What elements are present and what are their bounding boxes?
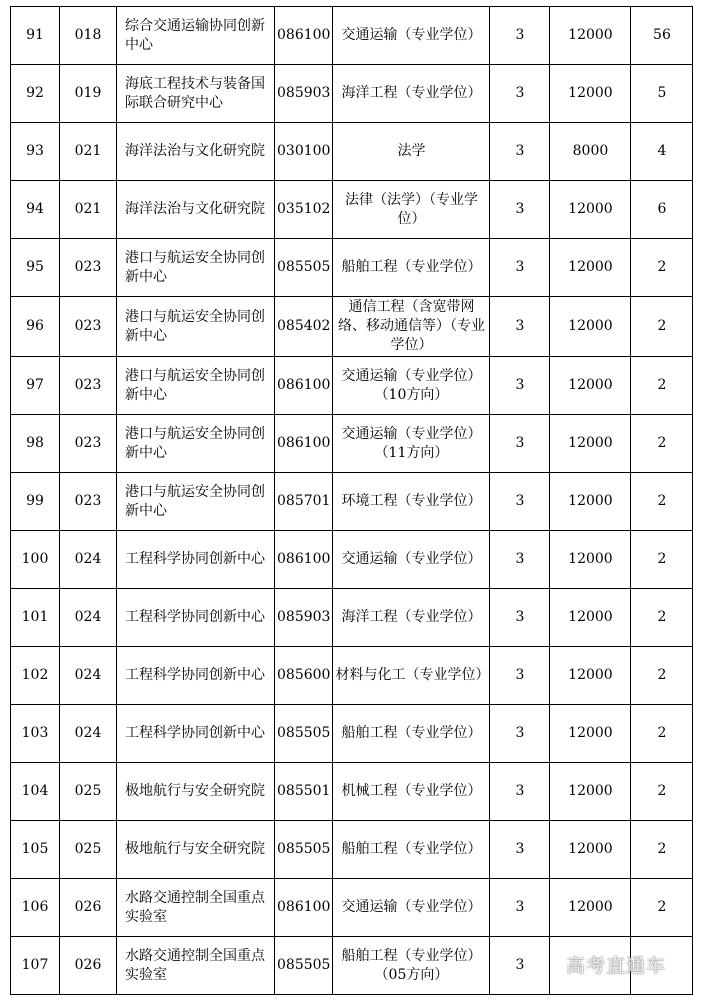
table-row: [11, 297, 693, 357]
tuition-cell: 12000: [550, 879, 631, 937]
table-row: [11, 65, 693, 123]
major-name-cell: 交通运输（专业学位）: [333, 879, 490, 937]
study-years-cell: 3: [490, 415, 550, 473]
institute-name-cell: 水路交通控制全国重点实验室: [117, 937, 275, 995]
enrollment-count-cell: 2: [631, 879, 693, 937]
enrollment-count-cell: 2: [631, 705, 693, 763]
table-row: [11, 239, 693, 297]
watermark: 高考直通车: [566, 955, 667, 977]
table-body: [11, 7, 693, 995]
table-row: [11, 7, 693, 65]
enrollment-count-cell: 2: [631, 531, 693, 589]
tuition-cell: 12000: [550, 647, 631, 705]
row-number-cell: 91: [11, 7, 60, 65]
tuition-cell: 12000: [550, 705, 631, 763]
study-years-cell: 3: [490, 7, 550, 65]
study-years-cell: 3: [490, 821, 550, 879]
table-row: [11, 531, 693, 589]
institute-code-cell: 019: [60, 65, 117, 123]
study-years-cell: 3: [490, 705, 550, 763]
institute-code-cell: 021: [60, 123, 117, 181]
institute-code-cell: 024: [60, 705, 117, 763]
major-name-cell: 法律（法学）（专业学位）: [333, 181, 490, 239]
row-number-cell: 95: [11, 239, 60, 297]
institute-code-cell: 025: [60, 821, 117, 879]
institute-name-cell: 水路交通控制全国重点实验室: [117, 879, 275, 937]
institute-code-cell: 025: [60, 763, 117, 821]
major-name-cell: 船舶工程（专业学位）: [333, 821, 490, 879]
study-years-cell: 3: [490, 589, 550, 647]
major-code-cell: 085402: [275, 297, 333, 357]
table-row: [11, 415, 693, 473]
enrollment-table: [10, 6, 693, 995]
institute-code-cell: 024: [60, 589, 117, 647]
table-row: [11, 589, 693, 647]
table-row: [11, 357, 693, 415]
major-name-cell: 法学: [333, 123, 490, 181]
enrollment-count-cell: 5: [631, 65, 693, 123]
row-number-cell: 107: [11, 937, 60, 995]
enrollment-count-cell: 2: [631, 647, 693, 705]
institute-name-cell: 港口与航运安全协同创新中心: [117, 297, 275, 357]
study-years-cell: 3: [490, 65, 550, 123]
major-name-cell: 机械工程（专业学位）: [333, 763, 490, 821]
enrollment-count-cell: 4: [631, 123, 693, 181]
major-code-cell: 086100: [275, 357, 333, 415]
institute-name-cell: 港口与航运安全协同创新中心: [117, 239, 275, 297]
major-code-cell: 085600: [275, 647, 333, 705]
tuition-cell: 12000: [550, 357, 631, 415]
major-code-cell: 085701: [275, 473, 333, 531]
major-name-cell: 船舶工程（专业学位）（05方向）: [333, 937, 490, 995]
institute-code-cell: 024: [60, 647, 117, 705]
institute-code-cell: 023: [60, 415, 117, 473]
major-name-cell: 海洋工程（专业学位）: [333, 589, 490, 647]
major-name-cell: 材料与化工（专业学位）: [333, 647, 490, 705]
row-number-cell: 100: [11, 531, 60, 589]
study-years-cell: 3: [490, 239, 550, 297]
institute-code-cell: 018: [60, 7, 117, 65]
study-years-cell: 3: [490, 647, 550, 705]
tuition-cell: 12000: [550, 763, 631, 821]
institute-code-cell: 026: [60, 879, 117, 937]
major-name-cell: 通信工程（含宽带网络、移动通信等）（专业学位）: [333, 297, 490, 357]
institute-name-cell: 海洋法治与文化研究院: [117, 123, 275, 181]
major-name-cell: 交通运输（专业学位）（10方向）: [333, 357, 490, 415]
study-years-cell: 3: [490, 531, 550, 589]
tuition-cell: 12000: [550, 821, 631, 879]
row-number-cell: 105: [11, 821, 60, 879]
institute-name-cell: 综合交通运输协同创新中心: [117, 7, 275, 65]
study-years-cell: 3: [490, 297, 550, 357]
major-code-cell: 086100: [275, 879, 333, 937]
enrollment-count-cell: 2: [631, 821, 693, 879]
study-years-cell: 3: [490, 357, 550, 415]
tuition-cell: 12000: [550, 65, 631, 123]
enrollment-count-cell: 2: [631, 589, 693, 647]
study-years-cell: 3: [490, 473, 550, 531]
major-code-cell: 086100: [275, 531, 333, 589]
major-code-cell: 030100: [275, 123, 333, 181]
institute-code-cell: 024: [60, 531, 117, 589]
study-years-cell: 3: [490, 763, 550, 821]
major-code-cell: 085505: [275, 821, 333, 879]
row-number-cell: 106: [11, 879, 60, 937]
institute-name-cell: 工程科学协同创新中心: [117, 705, 275, 763]
major-name-cell: 海洋工程（专业学位）: [333, 65, 490, 123]
institute-name-cell: 港口与航运安全协同创新中心: [117, 473, 275, 531]
table-row: [11, 705, 693, 763]
row-number-cell: 92: [11, 65, 60, 123]
study-years-cell: 3: [490, 181, 550, 239]
enrollment-count-cell: 2: [631, 297, 693, 357]
tuition-cell: 8000: [550, 123, 631, 181]
major-code-cell: 085501: [275, 763, 333, 821]
table-row: [11, 123, 693, 181]
major-code-cell: 085903: [275, 589, 333, 647]
tuition-cell: 12000: [550, 297, 631, 357]
row-number-cell: 98: [11, 415, 60, 473]
institute-name-cell: 工程科学协同创新中心: [117, 531, 275, 589]
major-name-cell: 交通运输（专业学位）（11方向）: [333, 415, 490, 473]
major-code-cell: 085505: [275, 937, 333, 995]
major-code-cell: 086100: [275, 7, 333, 65]
table-row: [11, 763, 693, 821]
tuition-cell: 12000: [550, 589, 631, 647]
major-code-cell: 085505: [275, 239, 333, 297]
study-years-cell: 3: [490, 937, 550, 995]
tuition-cell: 12000: [550, 181, 631, 239]
table-row: [11, 879, 693, 937]
enrollment-count-cell: 56: [631, 7, 693, 65]
tuition-cell: 12000: [550, 239, 631, 297]
row-number-cell: 94: [11, 181, 60, 239]
institute-code-cell: 023: [60, 357, 117, 415]
table-row: [11, 181, 693, 239]
row-number-cell: 102: [11, 647, 60, 705]
study-years-cell: 3: [490, 123, 550, 181]
institute-name-cell: 极地航行与安全研究院: [117, 821, 275, 879]
institute-name-cell: 工程科学协同创新中心: [117, 647, 275, 705]
row-number-cell: 103: [11, 705, 60, 763]
row-number-cell: 93: [11, 123, 60, 181]
row-number-cell: 101: [11, 589, 60, 647]
institute-code-cell: 023: [60, 297, 117, 357]
institute-name-cell: 工程科学协同创新中心: [117, 589, 275, 647]
major-name-cell: 环境工程（专业学位）: [333, 473, 490, 531]
tuition-cell: 12000: [550, 415, 631, 473]
row-number-cell: 104: [11, 763, 60, 821]
major-name-cell: 船舶工程（专业学位）: [333, 239, 490, 297]
major-code-cell: 085505: [275, 705, 333, 763]
institute-name-cell: 海底工程技术与装备国际联合研究中心: [117, 65, 275, 123]
tuition-cell: 12000: [550, 473, 631, 531]
table-row: [11, 647, 693, 705]
row-number-cell: 96: [11, 297, 60, 357]
row-number-cell: 99: [11, 473, 60, 531]
study-years-cell: 3: [490, 879, 550, 937]
tuition-cell: 12000: [550, 7, 631, 65]
enrollment-count-cell: 2: [631, 763, 693, 821]
institute-code-cell: 023: [60, 473, 117, 531]
enrollment-count-cell: 6: [631, 181, 693, 239]
institute-name-cell: 海洋法治与文化研究院: [117, 181, 275, 239]
table-row: [11, 821, 693, 879]
institute-code-cell: 023: [60, 239, 117, 297]
major-code-cell: 085903: [275, 65, 333, 123]
major-code-cell: 035102: [275, 181, 333, 239]
major-name-cell: 交通运输（专业学位）: [333, 531, 490, 589]
enrollment-count-cell: 2: [631, 239, 693, 297]
enrollment-count-cell: 2: [631, 357, 693, 415]
enrollment-count-cell: 2: [631, 473, 693, 531]
enrollment-count-cell: 2: [631, 415, 693, 473]
major-name-cell: 交通运输（专业学位）: [333, 7, 490, 65]
institute-code-cell: 026: [60, 937, 117, 995]
table-row: [11, 473, 693, 531]
major-code-cell: 086100: [275, 415, 333, 473]
institute-name-cell: 极地航行与安全研究院: [117, 763, 275, 821]
institute-code-cell: 021: [60, 181, 117, 239]
institute-name-cell: 港口与航运安全协同创新中心: [117, 415, 275, 473]
major-name-cell: 船舶工程（专业学位）: [333, 705, 490, 763]
row-number-cell: 97: [11, 357, 60, 415]
tuition-cell: 12000: [550, 531, 631, 589]
institute-name-cell: 港口与航运安全协同创新中心: [117, 357, 275, 415]
